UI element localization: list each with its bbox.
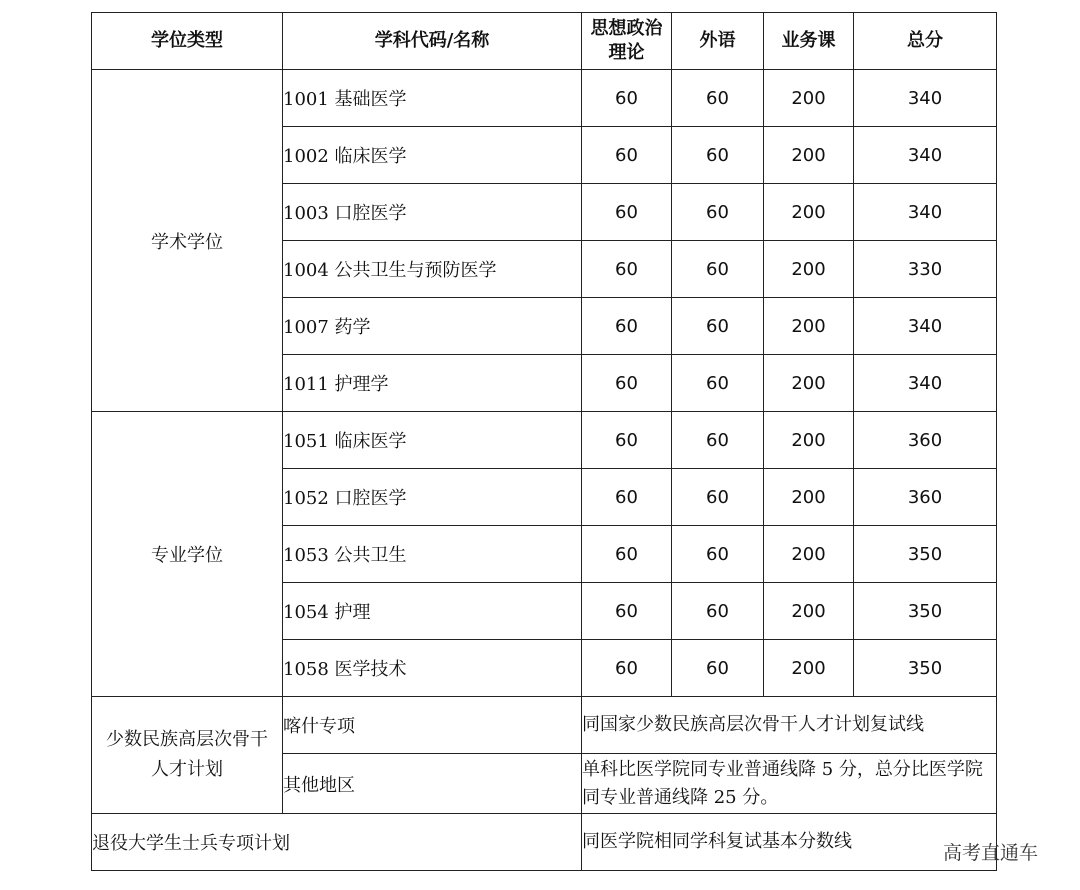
total-score: 340 — [854, 184, 997, 241]
politics-score: 60 — [582, 640, 672, 697]
table-row — [92, 70, 997, 127]
politics-score: 60 — [582, 412, 672, 469]
politics-score: 60 — [582, 70, 672, 127]
major-course-score: 200 — [764, 355, 854, 412]
major-course-score: 200 — [764, 583, 854, 640]
foreign-language-score: 60 — [672, 640, 764, 697]
category-academic: 学术学位 — [92, 70, 283, 412]
minority-plan-label: 少数民族高层次骨干人才计划 — [106, 729, 268, 780]
foreign-language-score: 60 — [672, 355, 764, 412]
header-foreign-language: 外语 — [672, 13, 764, 70]
total-score: 360 — [854, 412, 997, 469]
subject-cell: 1001 基础医学 — [283, 70, 582, 127]
total-score: 340 — [854, 298, 997, 355]
total-score: 340 — [854, 70, 997, 127]
foreign-language-score: 60 — [672, 412, 764, 469]
veterans-plan-note: 同医学院相同学科复试基本分数线 — [582, 814, 997, 871]
major-course-score: 200 — [764, 298, 854, 355]
area-kashgar: 喀什专项 — [283, 697, 582, 754]
total-score: 340 — [854, 127, 997, 184]
area-other: 其他地区 — [283, 754, 582, 814]
header-politics: 思想政治理论 — [582, 13, 672, 70]
table-row — [92, 412, 997, 469]
foreign-language-score: 60 — [672, 583, 764, 640]
header-subject: 学科代码/名称 — [283, 13, 582, 70]
total-score: 350 — [854, 640, 997, 697]
subject-cell: 1002 临床医学 — [283, 127, 582, 184]
foreign-language-score: 60 — [672, 184, 764, 241]
other-area-note: 单科比医学院同专业普通线降 5 分，总分比医学院同专业普通线降 25 分。 — [582, 754, 997, 814]
major-course-score: 200 — [764, 70, 854, 127]
total-score: 360 — [854, 469, 997, 526]
major-course-score: 200 — [764, 469, 854, 526]
total-score: 330 — [854, 241, 997, 298]
politics-score: 60 — [582, 526, 672, 583]
table-row — [92, 814, 997, 871]
watermark: 高考直通车 — [943, 842, 1039, 864]
header-total: 总分 — [854, 13, 997, 70]
politics-score: 60 — [582, 298, 672, 355]
politics-score: 60 — [582, 241, 672, 298]
major-course-score: 200 — [764, 412, 854, 469]
header-major-course: 业务课 — [764, 13, 854, 70]
foreign-language-score: 60 — [672, 298, 764, 355]
subject-cell: 1007 药学 — [283, 298, 582, 355]
politics-score: 60 — [582, 469, 672, 526]
foreign-language-score: 60 — [672, 469, 764, 526]
subject-cell: 1054 护理 — [283, 583, 582, 640]
category-minority-plan — [92, 697, 283, 814]
foreign-language-score: 60 — [672, 70, 764, 127]
subject-cell: 1011 护理学 — [283, 355, 582, 412]
major-course-score: 200 — [764, 241, 854, 298]
veterans-plan-label: 退役大学生士兵专项计划 — [92, 814, 582, 871]
total-score: 350 — [854, 583, 997, 640]
major-course-score: 200 — [764, 184, 854, 241]
kashgar-note: 同国家少数民族高层次骨干人才计划复试线 — [582, 697, 997, 754]
subject-cell: 1052 口腔医学 — [283, 469, 582, 526]
politics-score: 60 — [582, 184, 672, 241]
score-table — [91, 12, 997, 871]
header-degree-type: 学位类型 — [92, 13, 283, 70]
table-row — [92, 697, 997, 754]
total-score: 340 — [854, 355, 997, 412]
politics-score: 60 — [582, 355, 672, 412]
foreign-language-score: 60 — [672, 241, 764, 298]
major-course-score: 200 — [764, 526, 854, 583]
major-course-score: 200 — [764, 640, 854, 697]
subject-cell: 1003 口腔医学 — [283, 184, 582, 241]
subject-cell: 1058 医学技术 — [283, 640, 582, 697]
subject-cell: 1004 公共卫生与预防医学 — [283, 241, 582, 298]
subject-cell: 1053 公共卫生 — [283, 526, 582, 583]
total-score: 350 — [854, 526, 997, 583]
subject-cell: 1051 临床医学 — [283, 412, 582, 469]
header-row — [92, 13, 997, 70]
major-course-score: 200 — [764, 127, 854, 184]
foreign-language-score: 60 — [672, 526, 764, 583]
politics-score: 60 — [582, 583, 672, 640]
foreign-language-score: 60 — [672, 127, 764, 184]
category-professional: 专业学位 — [92, 412, 283, 697]
politics-score: 60 — [582, 127, 672, 184]
